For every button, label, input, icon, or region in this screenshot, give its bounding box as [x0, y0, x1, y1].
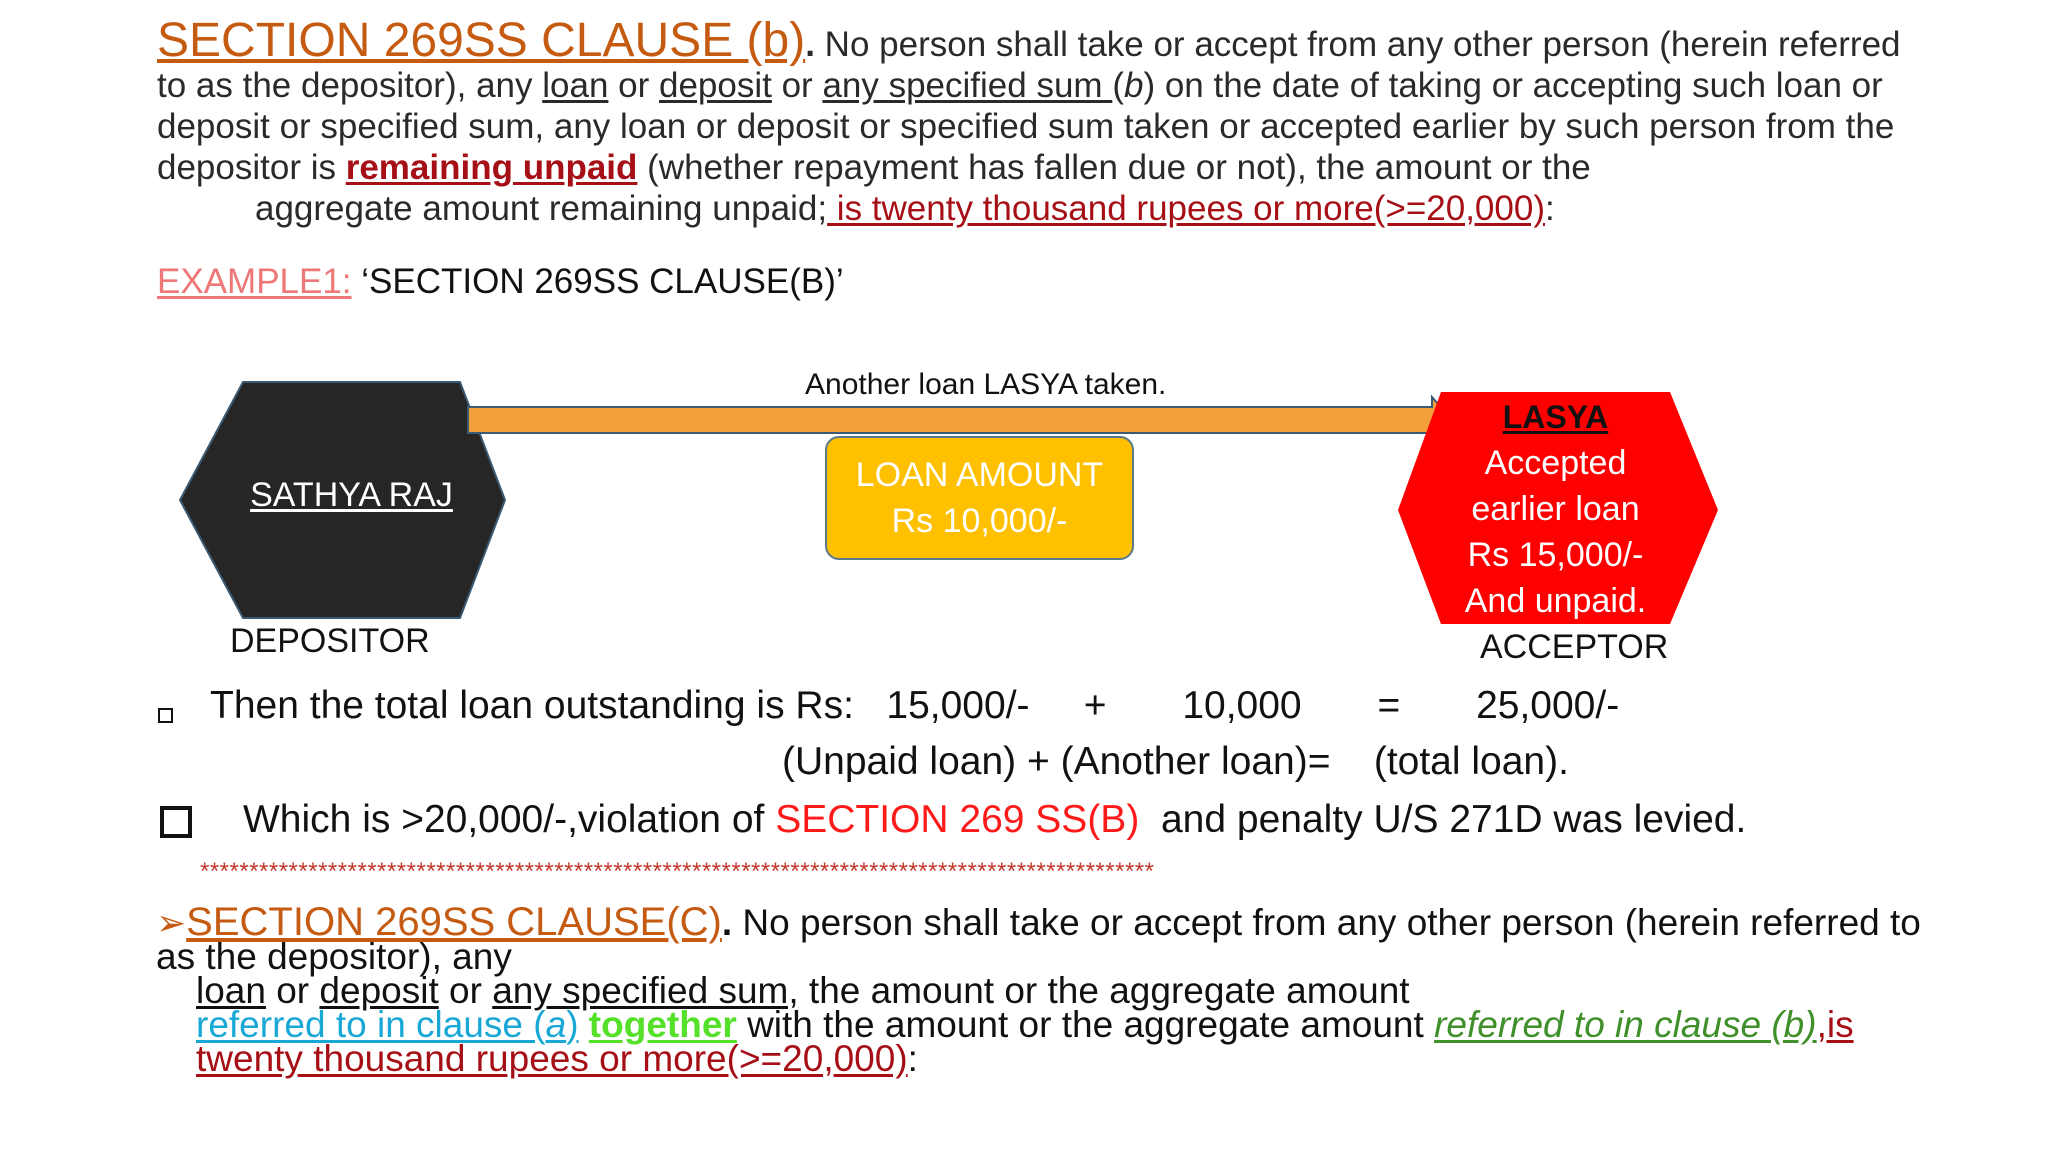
loan-box-line-1: LOAN AMOUNT — [855, 456, 1104, 494]
depositor-name — [243, 476, 460, 515]
clause-b-letter: b — [1123, 66, 1144, 105]
clause-c-threshold: twenty thousand rupees or more(>=20,000) — [196, 1038, 908, 1079]
acceptor-text — [1441, 394, 1670, 624]
arrow-label: Another loan LASYA taken. — [805, 368, 1167, 401]
clause-b-text-1: No person shall take or accept from any other person (herein referred to as the depositor), any — [157, 25, 1901, 105]
acceptor-line-4: And unpaid. — [1464, 582, 1647, 620]
clause-c-text-3: with the amount or the aggregate amount — [736, 1004, 1435, 1045]
clause-c-colon: : — [907, 1038, 918, 1079]
paren-open: ( — [1112, 66, 1124, 105]
total-breakdown-line: (Unpaid loan) + (Another loan)= (total loan). — [782, 740, 1569, 783]
violation-text-pre: Which is >20,000/-,violation of — [243, 798, 776, 841]
specified-sum-phrase: any specified sum — [822, 66, 1113, 105]
clause-c-text-1: No person shall take or accept from any other person (herein referred to as the depositor), any — [156, 902, 1921, 977]
asterisk-separator: ************************************************************************************************* — [200, 858, 1155, 885]
deposit-word: deposit — [658, 66, 772, 105]
clause-c-paragraph — [156, 900, 1936, 1079]
ref-clause-a-close: ) — [566, 1004, 579, 1045]
clause-c-specified-sum: any specified sum, — [492, 970, 799, 1011]
loan-word: loan — [542, 66, 609, 105]
loan-diagram — [0, 360, 2048, 680]
clause-b-heading: SECTION 269SS CLAUSE (b) — [157, 14, 806, 67]
acceptor-line-1: Accepted — [1484, 444, 1627, 482]
clause-c-or-2: or — [438, 970, 493, 1011]
example-title — [157, 262, 844, 302]
ref-clause-a: referred to in clause ( — [196, 1004, 546, 1045]
violation-section: SECTION 269 SS(B) — [775, 798, 1140, 841]
example-label: EXAMPLE1: — [157, 262, 352, 301]
acceptor-name: LASYA — [1502, 399, 1609, 435]
arrow-bullet-icon: ➢ — [156, 902, 187, 943]
violation-line — [243, 798, 1746, 842]
small-square-bullet-icon — [158, 708, 173, 723]
or-word-1: or — [608, 66, 659, 105]
clause-c-text-2: the amount or the aggregate amount — [798, 970, 1410, 1011]
depositor-role-label: DEPOSITOR — [230, 622, 430, 660]
clause-c-is: ,is — [1816, 1004, 1854, 1045]
clause-c-loan-word: loan — [196, 970, 266, 1011]
clause-b-paragraph — [157, 14, 1917, 229]
clause-c-body — [156, 970, 1936, 1079]
clause-c-heading-period: . — [721, 902, 733, 943]
together-word: together — [588, 1004, 737, 1045]
acceptor-line-3: Rs 15,000/- — [1467, 536, 1644, 574]
clause-c-or-1: or — [265, 970, 320, 1011]
total-outstanding-line: Then the total loan outstanding is Rs: 15,000/- + 10,000 = 25,000/- — [210, 684, 1620, 727]
clause-b-last-line — [157, 188, 1917, 229]
clause-b-colon: : — [1545, 189, 1555, 228]
clause-b-text-3: (whether repayment has fallen due or not), the amount or the — [637, 148, 1591, 187]
depositor-name-text: SATHYA RAJ — [250, 476, 453, 514]
clause-b-text-4: aggregate amount remaining unpaid; — [255, 189, 828, 228]
clause-b-text-2: ) on the date of taking or accepting such loan or deposit or specified sum, any loan or deposit or specified sum taken or accepted earlier by such person from the depositor is — [157, 66, 1895, 187]
ref-clause-b: referred to in clause (b) — [1434, 1004, 1817, 1045]
loan-amount-box — [825, 436, 1134, 560]
loan-box-line-2: Rs 10,000/- — [891, 502, 1068, 540]
clause-c-deposit-word: deposit — [319, 970, 439, 1011]
acceptor-role-label: ACCEPTOR — [1480, 628, 1669, 666]
example-text: ‘SECTION 269SS CLAUSE(B)’ — [351, 262, 844, 301]
clause-b-heading-period: . — [805, 25, 815, 64]
clause-b-threshold: is twenty thousand rupees or more(>=20,000) — [827, 189, 1545, 228]
square-bullet-icon — [160, 806, 192, 838]
or-word-2: or — [771, 66, 823, 105]
clause-c-heading: SECTION 269SS CLAUSE(C) — [186, 900, 722, 944]
violation-text-post: and penalty U/S 271D was levied. — [1139, 798, 1747, 841]
ref-clause-a-letter: a — [545, 1004, 567, 1045]
remaining-unpaid-phrase: remaining unpaid — [345, 148, 638, 187]
acceptor-line-2: earlier loan — [1471, 490, 1640, 528]
